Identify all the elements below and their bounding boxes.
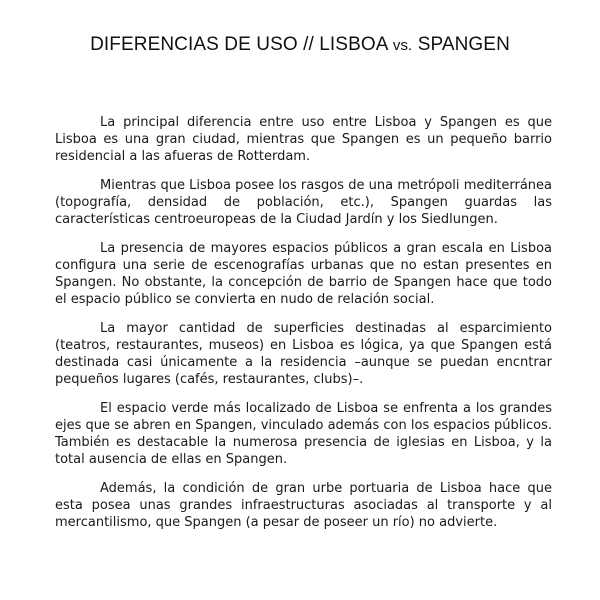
title-end: SPANGEN [417,34,510,55]
title-main: DIFERENCIAS DE USO // LISBOA [90,34,388,55]
body-text [55,114,552,531]
title-vs: vs. [392,37,413,54]
paragraph-2: Mientras que Lisboa posee los rasgos de una metrópoli mediterránea (topografía, densidad de población, etc.), Spangen guardas las características centroeuropeas de la Ciudad Jardín y los Siedlungen. [55,178,552,227]
paragraph-4: La mayor cantidad de superficies destinadas al esparcimiento (teatros, restaurantes, museos) en Lisboa es lógica, ya que Spangen está destinada casi únicamente a la residencia –aunque se puedan encntrar pequeños lugares (cafés, restaurantes, clubs)–. [55,321,552,387]
paragraph-6: Además, la condición de gran urbe portuaria de Lisboa hace que esta posea unas grandes infraestructuras asociadas al transporte y al mercantilismo, que Spangen (a pesar de poseer un río) no advierte. [55,481,552,530]
paragraph-3: La presencia de mayores espacios públicos a gran escala en Lisboa configura una serie de escenografías urbanas que no estan presentes en Spangen. No obstante, la concepción de barrio de Spangen hace que todo el espacio público se convierta en nudo de relación social. [55,241,552,307]
page-title [0,34,600,56]
paragraph-1: La principal diferencia entre uso entre Lisboa y Spangen es que Lisboa es una gran ciudad, mientras que Spangen es un pequeño barrio residencial a las afueras de Rotterdam. [55,115,552,164]
paragraph-5: El espacio verde más localizado de Lisboa se enfrenta a los grandes ejes que se abren en Spangen, vinculado además con los espacios públicos. También es destacable la numerosa presencia de iglesias en Lisboa, y la total ausencia de ellas en Spangen. [55,401,552,467]
